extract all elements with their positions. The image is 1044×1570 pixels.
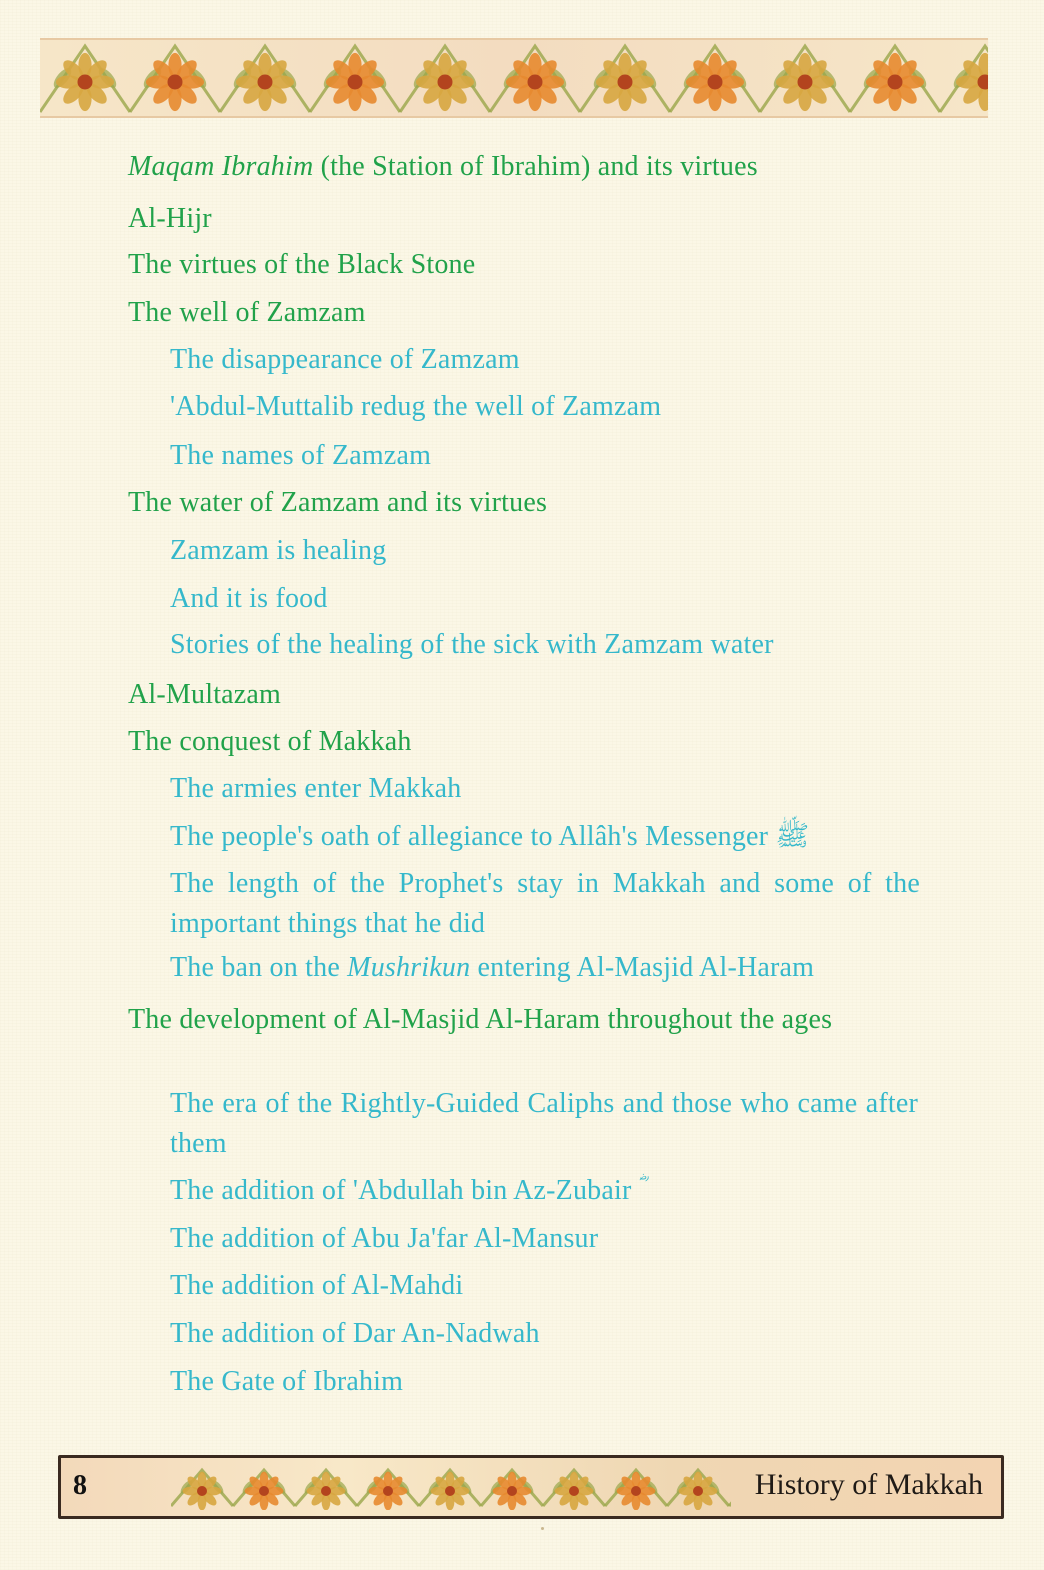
toc-entry-water-of-zamzam[interactable]: The water of Zamzam and its virtues bbox=[128, 487, 548, 518]
page-speck bbox=[541, 1527, 544, 1530]
toc-entry-abdul-muttalib-redug[interactable]: 'Abdul-Muttalib redug the well of Zamzam bbox=[170, 391, 662, 422]
toc-entry-ban-on-mushrikun[interactable] bbox=[170, 949, 814, 987]
toc-entry-zamzam-is-healing[interactable]: Zamzam is healing bbox=[170, 535, 387, 566]
toc-entry-maqam-ibrahim[interactable] bbox=[128, 148, 758, 186]
toc-entry-text-before: The ban on the bbox=[170, 952, 348, 983]
toc-entry-text: (the Station of Ibrahim) and its virtues bbox=[320, 151, 758, 182]
toc-entry-armies-enter-makkah[interactable]: The armies enter Makkah bbox=[170, 773, 462, 804]
toc-entry-al-multazam[interactable]: Al-Multazam bbox=[128, 679, 282, 710]
toc-entry-italic: Mushrikun bbox=[347, 952, 471, 983]
toc-entry-development-of-masjid[interactable]: The development of Al-Masjid Al-Haram throughout the ages bbox=[128, 1004, 833, 1035]
toc-entry-addition-al-mahdi[interactable]: The addition of Al-Mahdi bbox=[170, 1270, 464, 1301]
page-footer bbox=[58, 1455, 1004, 1519]
floral-ornament-icon bbox=[40, 40, 988, 116]
toc-entry-text-after: entering Al-Masjid Al-Haram bbox=[470, 952, 815, 983]
toc-entry-black-stone[interactable]: The virtues of the Black Stone bbox=[128, 249, 476, 280]
toc-entry-well-of-zamzam[interactable]: The well of Zamzam bbox=[128, 297, 366, 328]
toc-entry-oath-of-allegiance[interactable]: The people's oath of allegiance to Allâh's Messenger ﷺ bbox=[170, 821, 810, 852]
page-number: 8 bbox=[73, 1470, 87, 1501]
toc-entry-it-is-food[interactable]: And it is food bbox=[170, 583, 328, 614]
toc-entry-al-hijr[interactable]: Al-Hijr bbox=[128, 203, 212, 234]
toc-entry-names-of-zamzam[interactable]: The names of Zamzam bbox=[170, 440, 432, 471]
toc-entry-disappearance-of-zamzam[interactable]: The disappearance of Zamzam bbox=[170, 344, 520, 375]
toc-entry-stories-of-healing[interactable]: Stories of the healing of the sick with Zamzam water bbox=[170, 629, 774, 660]
toc-entry-rightly-guided-caliphs[interactable]: The era of the Rightly-Guided Caliphs and those who came after them bbox=[170, 1088, 918, 1159]
toc-entry-addition-abu-jafar[interactable]: The addition of Abu Ja'far Al-Mansur bbox=[170, 1223, 599, 1254]
toc-entry-length-of-stay[interactable]: The length of the Prophet's stay in Makkah and some of the important things that he did bbox=[170, 868, 920, 939]
book-title: History of Makkah bbox=[754, 1468, 983, 1501]
top-floral-border bbox=[40, 38, 988, 118]
floral-footer-ornament-icon bbox=[171, 1464, 731, 1510]
toc-entry-italic: Maqam Ibrahim bbox=[128, 151, 314, 182]
toc-entry-gate-of-ibrahim[interactable]: The Gate of Ibrahim bbox=[170, 1366, 404, 1397]
toc-entry-conquest-of-makkah[interactable]: The conquest of Makkah bbox=[128, 726, 412, 757]
toc-entry-addition-abdullah-bin-az-zubair[interactable]: The addition of 'Abdullah bin Az-Zubair ؓ bbox=[170, 1175, 639, 1206]
toc-entry-addition-dar-an-nadwah[interactable]: The addition of Dar An-Nadwah bbox=[170, 1318, 540, 1349]
